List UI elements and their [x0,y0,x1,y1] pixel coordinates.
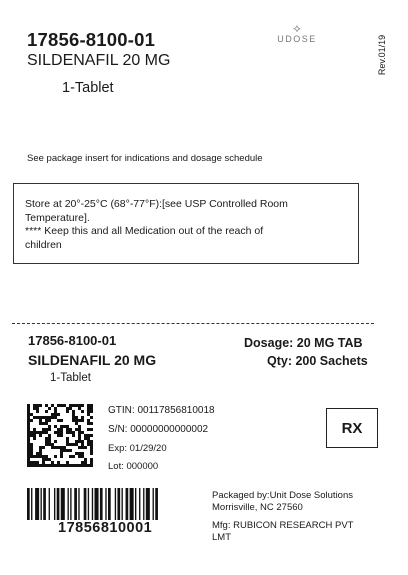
expiration-label: Exp: 01/29/20 [108,443,167,454]
tear-line [12,323,374,324]
barcode-number: 17856810001 [58,520,153,536]
storage-line-2: Temperature]. [25,211,90,224]
tablet-count-bottom: 1-Tablet [50,372,91,384]
drug-name-top: SILDENAFIL 20 MG [27,52,171,69]
storage-line-4: children [25,238,62,251]
storage-line-3: **** Keep this and all Medication out of the reach of [25,225,264,237]
tablet-count-top: 1-Tablet [62,80,114,96]
serial-number-label: S/N: 00000000000002 [108,424,209,435]
drug-name-bottom: SILDENAFIL 20 MG [28,352,157,368]
insert-note: See package insert for indications and dosage schedule [27,153,263,164]
lot-label: Lot: 000000 [108,461,159,472]
linear-barcode [27,488,197,520]
quantity-label: Qty: 200 Sachets [267,354,368,368]
udose-logo [270,22,324,44]
storage-box [13,183,359,264]
udose-logo-icon: ⟡ [293,21,301,35]
packaged-by-line-1: Packaged by:Unit Dose Solutions [212,490,353,501]
manufacturer-line-1: Mfg: RUBICON RESEARCH PVT [212,520,354,531]
rx-badge [326,408,378,448]
rx-label: RX [341,419,363,437]
packaged-by-line-2: Morrisville, NC 27560 [212,502,303,513]
ndc-number-top: 17856-8100-01 [27,29,156,50]
revision-label: Rev.01/19 [377,34,388,76]
manufacturer-line-2: LMT [212,532,231,543]
ndc-number-bottom: 17856-8100-01 [28,333,117,348]
dosage-label: Dosage: 20 MG TAB [244,336,363,350]
datamatrix-code [27,404,93,468]
udose-logo-text: UDOSE [277,34,317,44]
gtin-label: GTIN: 00117856810018 [108,405,215,416]
manufacturer-block [212,520,353,544]
packaged-by-block [212,490,353,514]
storage-line-1: Store at 20°-25°C (68°-77°F):[see USP Controlled Room [25,198,288,210]
